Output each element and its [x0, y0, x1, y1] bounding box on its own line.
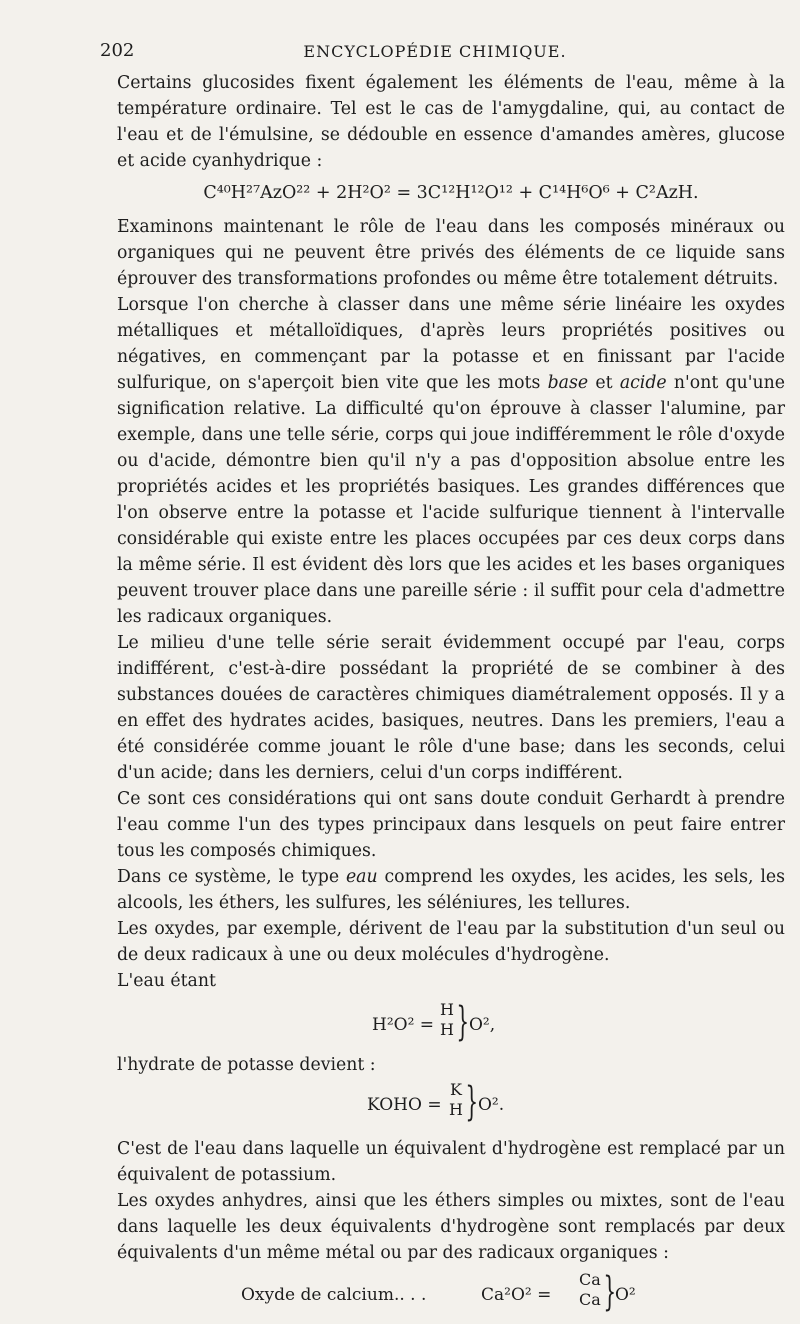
paragraph: Dans ce système, le type eau comprend les oxydes, les acides, les sels, les alcools, les éthers, les sulfures, les séléniures, les tellures.	[117, 867, 785, 913]
paragraph: l'hydrate de potasse devient :	[117, 1055, 376, 1075]
formula-potash: KOHO = K H } O².	[367, 1079, 505, 1125]
paragraph: Lorsque l'on cherche à classer dans une même série linéaire les oxydes métalliques et métalloïdiques, d'après leurs propriétés positives ou négatives, en commençant par la potasse et en finissant par l'acide sulfurique, on s'aperçoit bien vite que les mots base et acide n'ont qu'une signification relative. La difficulté qu'on éprouve à classer l'alumine, par exemple, dans une telle série, corps qui joue indifféremment le rôle d'oxyde ou d'acide, démontre bien qu'il n'y a pas d'opposition absolue entre les propriétés acides et les propriétés basiques. Les grandes différences que l'on observe entre la potasse et l'acide sulfurique tiennent à l'intervalle considérable qui existe entre les places occupées par ces deux corps dans la même série. Il est évident dès lors que les acides et les bases organiques peuvent trouver place dans une pareille série : il suffit pour cela d'admettre les radicaux organiques.	[117, 295, 785, 627]
brace: }	[603, 1269, 617, 1315]
paragraph: L'eau étant	[117, 971, 216, 991]
running-title: ENCYCLOPÉDIE CHIMIQUE.	[303, 42, 567, 61]
formula-calcium-oxide: Oxyde de calcium.. . . Ca²O² = Ca Ca } O²	[241, 1269, 636, 1315]
paragraph: Examinons maintenant le rôle de l'eau dans les composés minéraux ou organiques qui ne peuvent être privés des éléments de ce liquide sans éprouver des transformations profondes ou même être totalement détruits.	[117, 217, 785, 289]
italic-term: base	[547, 373, 589, 393]
paragraph: C'est de l'eau dans laquelle un équivalent d'hydrogène est remplacé par un équivalent de potassium.	[117, 1139, 785, 1185]
page-number: 202	[100, 40, 135, 61]
equation-amygdaline: C⁴⁰H²⁷AzO²² + 2H²O² = 3C¹²H¹²O¹² + C¹⁴H⁶O⁶ + C²AzH.	[203, 183, 699, 203]
body-text	[117, 70, 785, 1324]
paragraph: Certains glucosides fixent également les éléments de l'eau, même à la température ordinaire. Tel est le cas de l'amygdaline, qui, au contact de l'eau et de l'émulsine, se dédouble en essence d'amandes amères, glucose et acide cyanhydrique :	[117, 73, 785, 171]
paragraph: Ce sont ces considérations qui ont sans doute conduit Gerhardt à prendre l'eau comme l'un des types principaux dans lesquels on peut faire entrer tous les composés chimiques.	[117, 789, 785, 861]
formula-water: H²O² = H H } O²,	[372, 999, 496, 1045]
italic-term: eau	[345, 867, 378, 887]
brace: }	[456, 999, 470, 1045]
paragraph: Les oxydes anhydres, ainsi que les éthers simples ou mixtes, sont de l'eau dans laquelle les deux équivalents d'hydrogène sont remplacés par deux équivalents d'un même métal ou par des radicaux organiques :	[117, 1191, 785, 1263]
paragraph: Les oxydes, par exemple, dérivent de l'eau par la substitution d'un seul ou de deux radicaux à une ou deux molécules d'hydrogène.	[117, 919, 785, 965]
italic-term: acide	[619, 373, 667, 393]
paragraph: Le milieu d'une telle série serait évidemment occupé par l'eau, corps indifférent, c'est-à-dire possédant la propriété de se combiner à des substances douées de caractères chimiques diamétralement opposés. Il y a en effet des hydrates acides, basiques, neutres. Dans les premiers, l'eau a été considérée comme jouant le rôle d'une base; dans les seconds, celui d'un acide; dans les derniers, celui d'un corps indifférent.	[117, 633, 785, 783]
brace: }	[465, 1079, 479, 1125]
page-header	[100, 40, 770, 70]
